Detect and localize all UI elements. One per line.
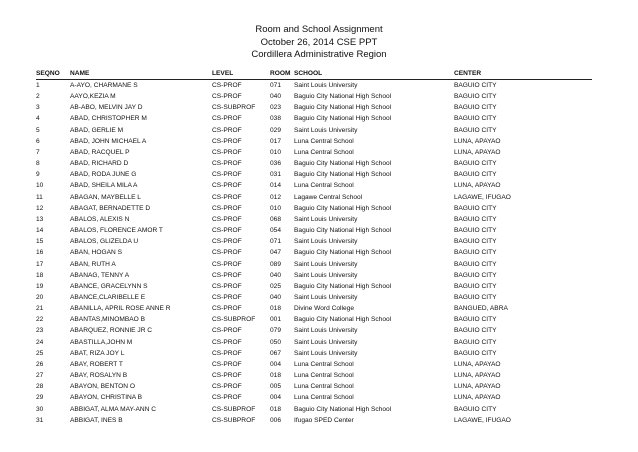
level-cell: CS-PROF: [212, 338, 242, 346]
name-cell: ABALOS, GLIZELDA U: [70, 238, 139, 246]
center-cell: BAGUIO CITY: [454, 282, 497, 290]
level-cell: CS-PROF: [212, 160, 242, 168]
name-cell: A-AYO, CHARMANE S: [70, 82, 138, 89]
column-header-seqno: SEQNO: [36, 68, 70, 80]
level-cell: CS-SUBPROF: [212, 405, 256, 413]
seqno-cell: 15: [36, 238, 44, 246]
table-row: [36, 370, 592, 381]
region-name: Cordillera Administrative Region: [251, 49, 387, 60]
school-cell: Baguio City National High School: [294, 115, 392, 123]
school-cell: Divine Word College: [294, 305, 354, 313]
table-row: [36, 270, 592, 281]
table-header-row: [36, 68, 592, 80]
center-cell: BAGUIO CITY: [454, 316, 497, 324]
level-cell: CS-PROF: [212, 271, 242, 279]
name-cell: AB-ABO, MELVIN JAY D: [70, 104, 143, 112]
level-cell: CS-PROF: [212, 115, 242, 123]
exam-date-line: October 26, 2014 CSE PPT: [260, 36, 378, 48]
level-cell: CS-SUBPROF: [212, 104, 256, 112]
school-cell: Baguio City National High School: [294, 316, 392, 324]
center-cell: BAGUIO CITY: [454, 227, 497, 235]
seqno-cell: 13: [36, 215, 44, 223]
center-cell: BAGUIO CITY: [454, 115, 497, 123]
level-cell: CS-PROF: [212, 372, 242, 380]
table-row: [36, 337, 592, 348]
name-cell: ABALOS, ALEXIS N: [70, 215, 130, 223]
seqno-cell: 12: [36, 204, 44, 212]
center-cell: BAGUIO CITY: [454, 327, 497, 335]
room-cell: 025: [270, 282, 282, 290]
center-cell: BAGUIO CITY: [454, 160, 497, 168]
level-cell: CS-PROF: [212, 260, 242, 268]
center-cell: BAGUIO CITY: [454, 215, 497, 223]
seqno-cell: 8: [36, 160, 40, 168]
name-cell: ABAN, RUTH A: [70, 260, 116, 268]
school-cell: Baguio City National High School: [294, 249, 392, 257]
room-cell: 089: [270, 260, 282, 268]
table-row: [36, 348, 592, 359]
seqno-cell: 4: [36, 115, 40, 123]
level-cell: CS-PROF: [212, 249, 242, 257]
seqno-cell: 30: [36, 405, 44, 413]
school-cell: Saint Louis University: [294, 82, 358, 89]
seqno-cell: 16: [36, 249, 44, 257]
name-cell: ABAD, JOHN MICHAEL A: [70, 137, 147, 145]
school-cell: Saint Louis University: [294, 215, 358, 223]
center-cell: BAGUIO CITY: [454, 271, 497, 279]
center-cell: LUNA, APAYAO: [454, 182, 501, 190]
center-cell: BAGUIO CITY: [454, 126, 497, 134]
room-cell: 068: [270, 215, 282, 223]
room-cell: 018: [270, 372, 282, 380]
room-cell: 040: [270, 271, 282, 279]
level-cell: CS-PROF: [212, 193, 242, 201]
level-cell: CS-PROF: [212, 215, 242, 223]
assignment-table: [36, 68, 592, 426]
table-body: [36, 80, 592, 426]
center-cell: LUNA, APAYAO: [454, 383, 501, 391]
seqno-cell: 18: [36, 271, 44, 279]
seqno-cell: 26: [36, 360, 44, 368]
level-cell: CS-PROF: [212, 360, 242, 368]
name-cell: ABAGAT, BERNADETTE D: [70, 204, 151, 212]
name-cell: AAYO,KEZIA M: [70, 93, 116, 101]
level-cell: CS-SUBPROF: [212, 416, 256, 424]
school-cell: Luna Central School: [294, 372, 354, 380]
column-header-level: LEVEL: [212, 68, 270, 80]
room-cell: 079: [270, 327, 282, 335]
room-cell: 040: [270, 93, 282, 101]
room-cell: 004: [270, 394, 282, 402]
table-row: [36, 236, 592, 247]
table-row: [36, 180, 592, 191]
seqno-cell: 29: [36, 394, 44, 402]
center-cell: BANGUED, ABRA: [454, 305, 508, 313]
name-cell: ABAT, RIZA JOY L: [70, 349, 125, 357]
room-cell: 036: [270, 160, 282, 168]
seqno-cell: 2: [36, 93, 40, 101]
name-cell: ABBIGAT, ALMA MAY-ANN C: [70, 405, 156, 413]
name-cell: ABANCE,CLARIBELLE E: [70, 293, 146, 301]
room-cell: 050: [270, 338, 282, 346]
level-cell: CS-PROF: [212, 171, 242, 179]
name-cell: ABANILLA, APRIL ROSE ANNE R: [70, 305, 171, 313]
level-cell: CS-PROF: [212, 204, 242, 212]
table-row: [36, 225, 592, 236]
document-header: [0, 24, 638, 62]
school-cell: Luna Central School: [294, 137, 354, 145]
seqno-cell: 7: [36, 148, 40, 156]
level-cell: CS-PROF: [212, 383, 242, 391]
room-cell: 067: [270, 349, 282, 357]
room-cell: 018: [270, 305, 282, 313]
room-cell: 040: [270, 293, 282, 301]
table-row: [36, 91, 592, 102]
school-cell: Saint Louis University: [294, 293, 358, 301]
name-cell: ABAD, RACQUEL P: [70, 148, 130, 156]
room-cell: 017: [270, 137, 282, 145]
name-cell: ABANTAS,MINOMBAO B: [70, 316, 145, 324]
seqno-cell: 25: [36, 349, 44, 357]
room-cell: 005: [270, 383, 282, 391]
table-row: [36, 125, 592, 136]
center-cell: BAGUIO CITY: [454, 405, 497, 413]
school-cell: Saint Louis University: [294, 327, 358, 335]
name-cell: ABALOS, FLORENCE AMOR T: [70, 227, 163, 235]
table-row: [36, 314, 592, 325]
school-cell: Baguio City National High School: [294, 171, 392, 179]
seqno-cell: 31: [36, 416, 44, 424]
name-cell: ABANCE, GRACELYNN S: [70, 282, 148, 290]
name-cell: ABAN, HOGAN S: [70, 249, 123, 257]
room-cell: 004: [270, 360, 282, 368]
seqno-cell: 3: [36, 104, 40, 112]
center-cell: LAGAWE, IFUGAO: [454, 416, 511, 424]
level-cell: CS-PROF: [212, 282, 242, 290]
table-row: [36, 392, 592, 403]
table-row: [36, 169, 592, 180]
school-cell: Baguio City National High School: [294, 93, 392, 101]
seqno-cell: 9: [36, 171, 40, 179]
level-cell: CS-PROF: [212, 394, 242, 402]
school-cell: Saint Louis University: [294, 271, 358, 279]
name-cell: ABAD, CHRISTOPHER M: [70, 115, 147, 123]
table-row: [36, 359, 592, 370]
seqno-cell: 14: [36, 227, 44, 235]
table-row: [36, 247, 592, 258]
table-row: [36, 214, 592, 225]
name-cell: ABAD, GERLIE M: [70, 126, 124, 134]
seqno-cell: 11: [36, 193, 43, 201]
level-cell: CS-PROF: [212, 227, 242, 235]
name-cell: ABBIGAT, INES B: [70, 416, 123, 424]
table-row: [36, 136, 592, 147]
center-cell: BAGUIO CITY: [454, 104, 497, 112]
column-header-room: ROOM: [270, 68, 294, 80]
level-cell: CS-PROF: [212, 327, 242, 335]
room-cell: 071: [270, 82, 282, 89]
level-cell: CS-PROF: [212, 293, 242, 301]
level-cell: CS-PROF: [212, 349, 242, 357]
room-cell: 006: [270, 416, 282, 424]
room-cell: 001: [270, 316, 282, 324]
table-row: [36, 292, 592, 303]
center-cell: BAGUIO CITY: [454, 238, 497, 246]
school-cell: Luna Central School: [294, 148, 354, 156]
room-cell: 012: [270, 193, 282, 201]
table-row: [36, 203, 592, 214]
center-cell: BAGUIO CITY: [454, 349, 497, 357]
school-cell: Baguio City National High School: [294, 160, 392, 168]
table-row: [36, 259, 592, 270]
table-row: [36, 281, 592, 292]
center-cell: BAGUIO CITY: [454, 171, 497, 179]
center-cell: BAGUIO CITY: [454, 93, 497, 101]
center-cell: LUNA, APAYAO: [454, 148, 501, 156]
name-cell: ABAYON, CHRISTINA B: [70, 394, 143, 402]
center-cell: LUNA, APAYAO: [454, 394, 501, 402]
level-cell: CS-PROF: [212, 182, 242, 190]
column-header-center: CENTER: [454, 68, 592, 80]
school-cell: Baguio City National High School: [294, 204, 392, 212]
name-cell: ABAY, ROSALYN B: [70, 372, 128, 380]
center-cell: BAGUIO CITY: [454, 260, 497, 268]
room-cell: 010: [270, 204, 282, 212]
room-cell: 031: [270, 171, 282, 179]
center-cell: LUNA, APAYAO: [454, 137, 501, 145]
center-cell: LUNA, APAYAO: [454, 372, 501, 380]
school-cell: Luna Central School: [294, 383, 354, 391]
name-cell: ABAY, ROBERT T: [70, 360, 123, 368]
table-row: [36, 381, 592, 392]
seqno-cell: 17: [36, 260, 44, 268]
name-cell: ABAD, RODA JUNE G: [70, 171, 137, 179]
center-cell: BAGUIO CITY: [454, 293, 497, 301]
room-cell: 047: [270, 249, 282, 257]
room-cell: 038: [270, 115, 282, 123]
seqno-cell: 1: [36, 82, 40, 89]
school-cell: Luna Central School: [294, 182, 354, 190]
room-cell: 023: [270, 104, 282, 112]
seqno-cell: 6: [36, 137, 40, 145]
center-cell: BAGUIO CITY: [454, 204, 497, 212]
school-cell: Saint Louis University: [294, 126, 358, 134]
table-row: [36, 192, 592, 203]
center-cell: BAGUIO CITY: [454, 249, 497, 257]
center-cell: LUNA, APAYAO: [454, 360, 501, 368]
name-cell: ABAGAN, MAYBELLE L: [70, 193, 141, 201]
seqno-cell: 21: [36, 305, 44, 313]
column-header-school: SCHOOL: [294, 68, 454, 80]
school-cell: Saint Louis University: [294, 349, 358, 357]
level-cell: CS-SUBPROF: [212, 316, 256, 324]
school-cell: Baguio City National High School: [294, 405, 392, 413]
level-cell: CS-PROF: [212, 238, 242, 246]
table-row: [36, 303, 592, 314]
school-cell: Luna Central School: [294, 394, 354, 402]
level-cell: CS-PROF: [212, 148, 242, 156]
room-cell: 018: [270, 405, 282, 413]
school-cell: Baguio City National High School: [294, 104, 392, 112]
seqno-cell: 5: [36, 126, 40, 134]
table-row: [36, 158, 592, 169]
table-row: [36, 80, 592, 92]
room-cell: 071: [270, 238, 282, 246]
center-cell: LAGAWE, IFUGAO: [454, 193, 511, 201]
name-cell: ABAYON, BENTON O: [70, 383, 135, 391]
school-cell: Saint Louis University: [294, 338, 358, 346]
room-cell: 029: [270, 126, 282, 134]
seqno-cell: 22: [36, 316, 44, 324]
table-row: [36, 415, 592, 426]
school-cell: Saint Louis University: [294, 260, 358, 268]
room-cell: 054: [270, 227, 282, 235]
table-row: [36, 404, 592, 415]
school-cell: Saint Louis University: [294, 238, 358, 246]
school-cell: Baguio City National High School: [294, 282, 392, 290]
school-cell: Ifugao SPED Center: [294, 416, 354, 424]
room-cell: 014: [270, 182, 282, 190]
name-cell: ABARQUEZ, RONNIE JR C: [70, 327, 153, 335]
table-row: [36, 102, 592, 113]
table-row: [36, 325, 592, 336]
school-cell: Luna Central School: [294, 360, 354, 368]
room-cell: 010: [270, 148, 282, 156]
name-cell: ABASTILLA,JOHN M: [70, 338, 133, 346]
table-row: [36, 147, 592, 158]
seqno-cell: 23: [36, 327, 44, 335]
school-cell: Lagawe Central School: [294, 193, 363, 201]
center-cell: BAGUIO CITY: [454, 82, 497, 89]
center-cell: BAGUIO CITY: [454, 338, 497, 346]
name-cell: ABAD, RICHARD D: [70, 160, 129, 168]
level-cell: CS-PROF: [212, 137, 242, 145]
school-cell: Baguio City National High School: [294, 227, 392, 235]
seqno-cell: 19: [36, 282, 44, 290]
table-row: [36, 113, 592, 124]
seqno-cell: 10: [36, 182, 44, 190]
seqno-cell: 27: [36, 372, 44, 380]
level-cell: CS-PROF: [212, 93, 242, 101]
column-header-name: NAME: [70, 68, 212, 80]
document-title: Room and School Assignment: [255, 24, 383, 35]
seqno-cell: 28: [36, 383, 44, 391]
name-cell: ABAD, SHEILA MILA A: [70, 182, 138, 190]
name-cell: ABANAG, TENNY A: [70, 271, 130, 279]
level-cell: CS-PROF: [212, 126, 242, 134]
seqno-cell: 24: [36, 338, 44, 346]
seqno-cell: 20: [36, 293, 44, 301]
level-cell: CS-PROF: [212, 305, 242, 313]
level-cell: CS-PROF: [212, 82, 242, 89]
